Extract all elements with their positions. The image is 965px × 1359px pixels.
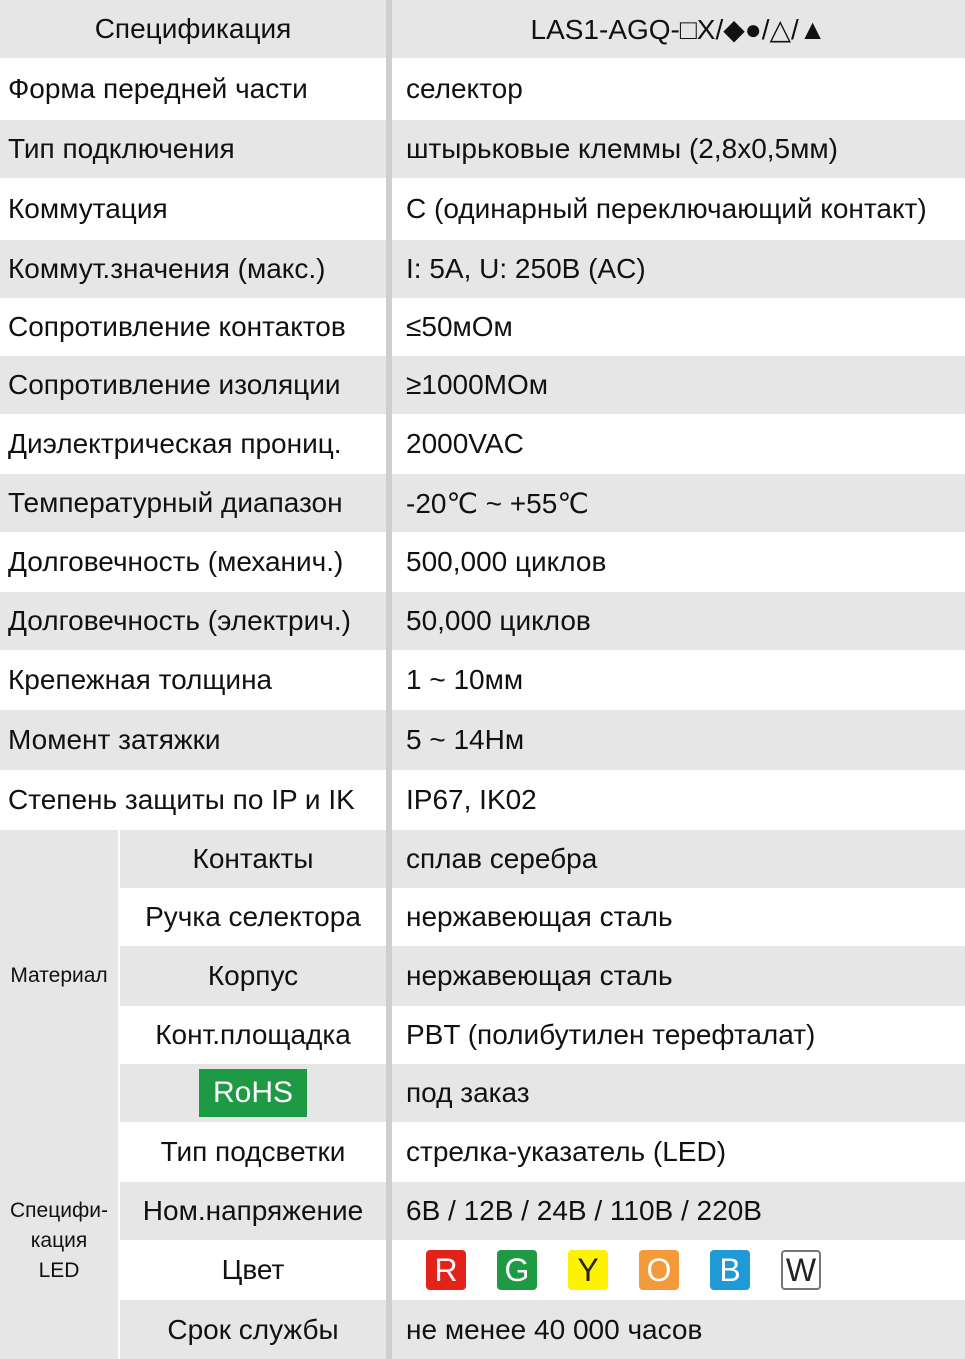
material-label-3: Конт.площадка <box>155 1019 351 1050</box>
material-label-1: Ручка селектора <box>145 901 361 932</box>
row-label-12: Степень защиты по IP и IK <box>8 784 355 815</box>
led-label-2: Цвет <box>221 1254 285 1285</box>
led-color-chip-y: Y <box>568 1250 608 1290</box>
row-value-9-cell <box>392 592 965 650</box>
material-value-0: сплав серебра <box>406 843 598 874</box>
row-value-0: селектор <box>406 73 523 104</box>
row-value-11: 5 ~ 14Нм <box>406 724 525 755</box>
row-label-7: Температурный диапазон <box>8 487 343 518</box>
row-label-6: Диэлектрическая прониц. <box>8 428 342 459</box>
material-value-1: нержавеющая сталь <box>406 901 673 932</box>
material-value-4-cell <box>392 1064 965 1122</box>
row-label-9: Долговечность (электрич.) <box>8 605 351 636</box>
row-label-1: Тип подключения <box>8 133 235 164</box>
led-value-1-cell <box>392 1182 965 1240</box>
column-divider <box>386 0 392 1359</box>
led-value-0: стрелка-указатель (LED) <box>406 1136 727 1167</box>
row-value-11-cell <box>392 710 965 770</box>
led-label-1-cell <box>120 1182 386 1240</box>
led-label-2-cell <box>120 1240 386 1300</box>
led-color-chip-b: B <box>710 1250 750 1290</box>
led-value-3-cell <box>392 1300 965 1359</box>
led-label-3: Срок службы <box>167 1313 339 1345</box>
material-label-3-cell <box>120 1006 386 1064</box>
material-value-2: нержавеющая сталь <box>406 960 673 991</box>
row-value-2-cell <box>392 178 965 240</box>
led-group-label-line3: LED <box>38 1258 80 1282</box>
row-label-5: Сопротивление изоляции <box>8 369 341 400</box>
row-value-7-cell <box>392 474 965 532</box>
led-group-cell <box>0 1122 118 1359</box>
header-value-cell <box>392 0 965 58</box>
material-label-0: Контакты <box>192 843 314 874</box>
led-label-1: Ном.напряжение <box>142 1195 364 1226</box>
material-value-1-cell <box>392 888 965 946</box>
material-group-cell <box>0 830 118 1122</box>
row-label-7-cell <box>0 474 386 532</box>
row-label-8-cell <box>0 532 386 592</box>
row-value-12-cell <box>392 770 965 830</box>
row-label-10-cell <box>0 650 386 710</box>
material-value-4: под заказ <box>406 1077 530 1108</box>
row-value-12: IP67, IK02 <box>406 784 537 815</box>
material-label-0-cell <box>120 830 386 888</box>
row-label-2: Коммутация <box>8 193 168 224</box>
row-label-0: Форма передней части <box>8 73 308 104</box>
row-label-10: Крепежная толщина <box>8 664 273 695</box>
rohs-badge: RoHS <box>199 1069 307 1117</box>
row-value-8: 500,000 циклов <box>406 546 607 577</box>
row-label-5-cell <box>0 356 386 414</box>
led-label-0: Тип подсветки <box>160 1136 346 1167</box>
row-value-5-cell <box>392 356 965 414</box>
led-color-chip-o: O <box>639 1250 679 1290</box>
led-label-3-cell <box>120 1300 386 1359</box>
material-value-3: PBT (полибутилен терефталат) <box>406 1019 816 1050</box>
row-value-10: 1 ~ 10мм <box>406 664 524 695</box>
material-label-2-cell <box>120 946 386 1006</box>
row-label-2-cell <box>0 178 386 240</box>
header-model-code: LAS1-AGQ-□X/◆●/△/▲ <box>530 13 827 45</box>
row-value-3-cell <box>392 240 965 298</box>
material-group-label: Материал <box>10 964 108 987</box>
row-value-10-cell <box>392 650 965 710</box>
material-value-2-cell <box>392 946 965 1006</box>
row-value-1: штырьковые клеммы (2,8x0,5мм) <box>406 133 838 164</box>
row-label-0-cell <box>0 58 386 120</box>
rohs-badge-cell <box>120 1064 386 1122</box>
row-value-6: 2000VAC <box>406 428 524 459</box>
led-color-chips <box>392 1240 965 1300</box>
led-color-chip-r: R <box>426 1250 466 1290</box>
header-label: Спецификация <box>94 13 292 44</box>
row-label-11-cell <box>0 710 386 770</box>
row-value-5: ≥1000МОм <box>406 369 549 400</box>
row-value-3: I: 5A, U: 250В (AC) <box>406 253 646 284</box>
material-label-1-cell <box>120 888 386 946</box>
row-label-12-cell <box>0 770 386 830</box>
row-value-2: С (одинарный переключающий контакт) <box>406 193 927 224</box>
header-label-cell <box>0 0 386 58</box>
row-value-4: ≤50мОм <box>406 311 513 342</box>
led-group-label-line2: кация <box>30 1228 88 1252</box>
row-value-4-cell <box>392 298 965 356</box>
row-label-3-cell <box>0 240 386 298</box>
led-group-label-line1: Специфи- <box>10 1198 108 1222</box>
row-value-1-cell <box>392 120 965 178</box>
material-value-3-cell <box>392 1006 965 1064</box>
led-label-0-cell <box>120 1122 386 1182</box>
row-label-3: Коммут.значения (макс.) <box>8 253 326 284</box>
row-label-11: Момент затяжки <box>8 724 221 755</box>
row-value-7: -20℃ ~ +55℃ <box>406 487 589 519</box>
led-value-1: 6В / 12В / 24В / 110В / 220В <box>406 1195 762 1226</box>
material-label-2: Корпус <box>207 960 299 991</box>
led-color-chip-g: G <box>497 1250 537 1290</box>
row-value-9: 50,000 циклов <box>406 605 591 636</box>
row-value-0-cell <box>392 58 965 120</box>
row-label-4-cell <box>0 298 386 356</box>
row-label-8: Долговечность (механич.) <box>8 546 344 577</box>
row-label-4: Сопротивление контактов <box>8 311 346 342</box>
led-value-0-cell <box>392 1122 965 1182</box>
led-color-chip-w: W <box>781 1250 821 1290</box>
row-label-6-cell <box>0 414 386 474</box>
row-value-6-cell <box>392 414 965 474</box>
material-value-0-cell <box>392 830 965 888</box>
row-value-8-cell <box>392 532 965 592</box>
led-value-3: не менее 40 000 часов <box>406 1313 703 1345</box>
row-label-9-cell <box>0 592 386 650</box>
row-label-1-cell <box>0 120 386 178</box>
